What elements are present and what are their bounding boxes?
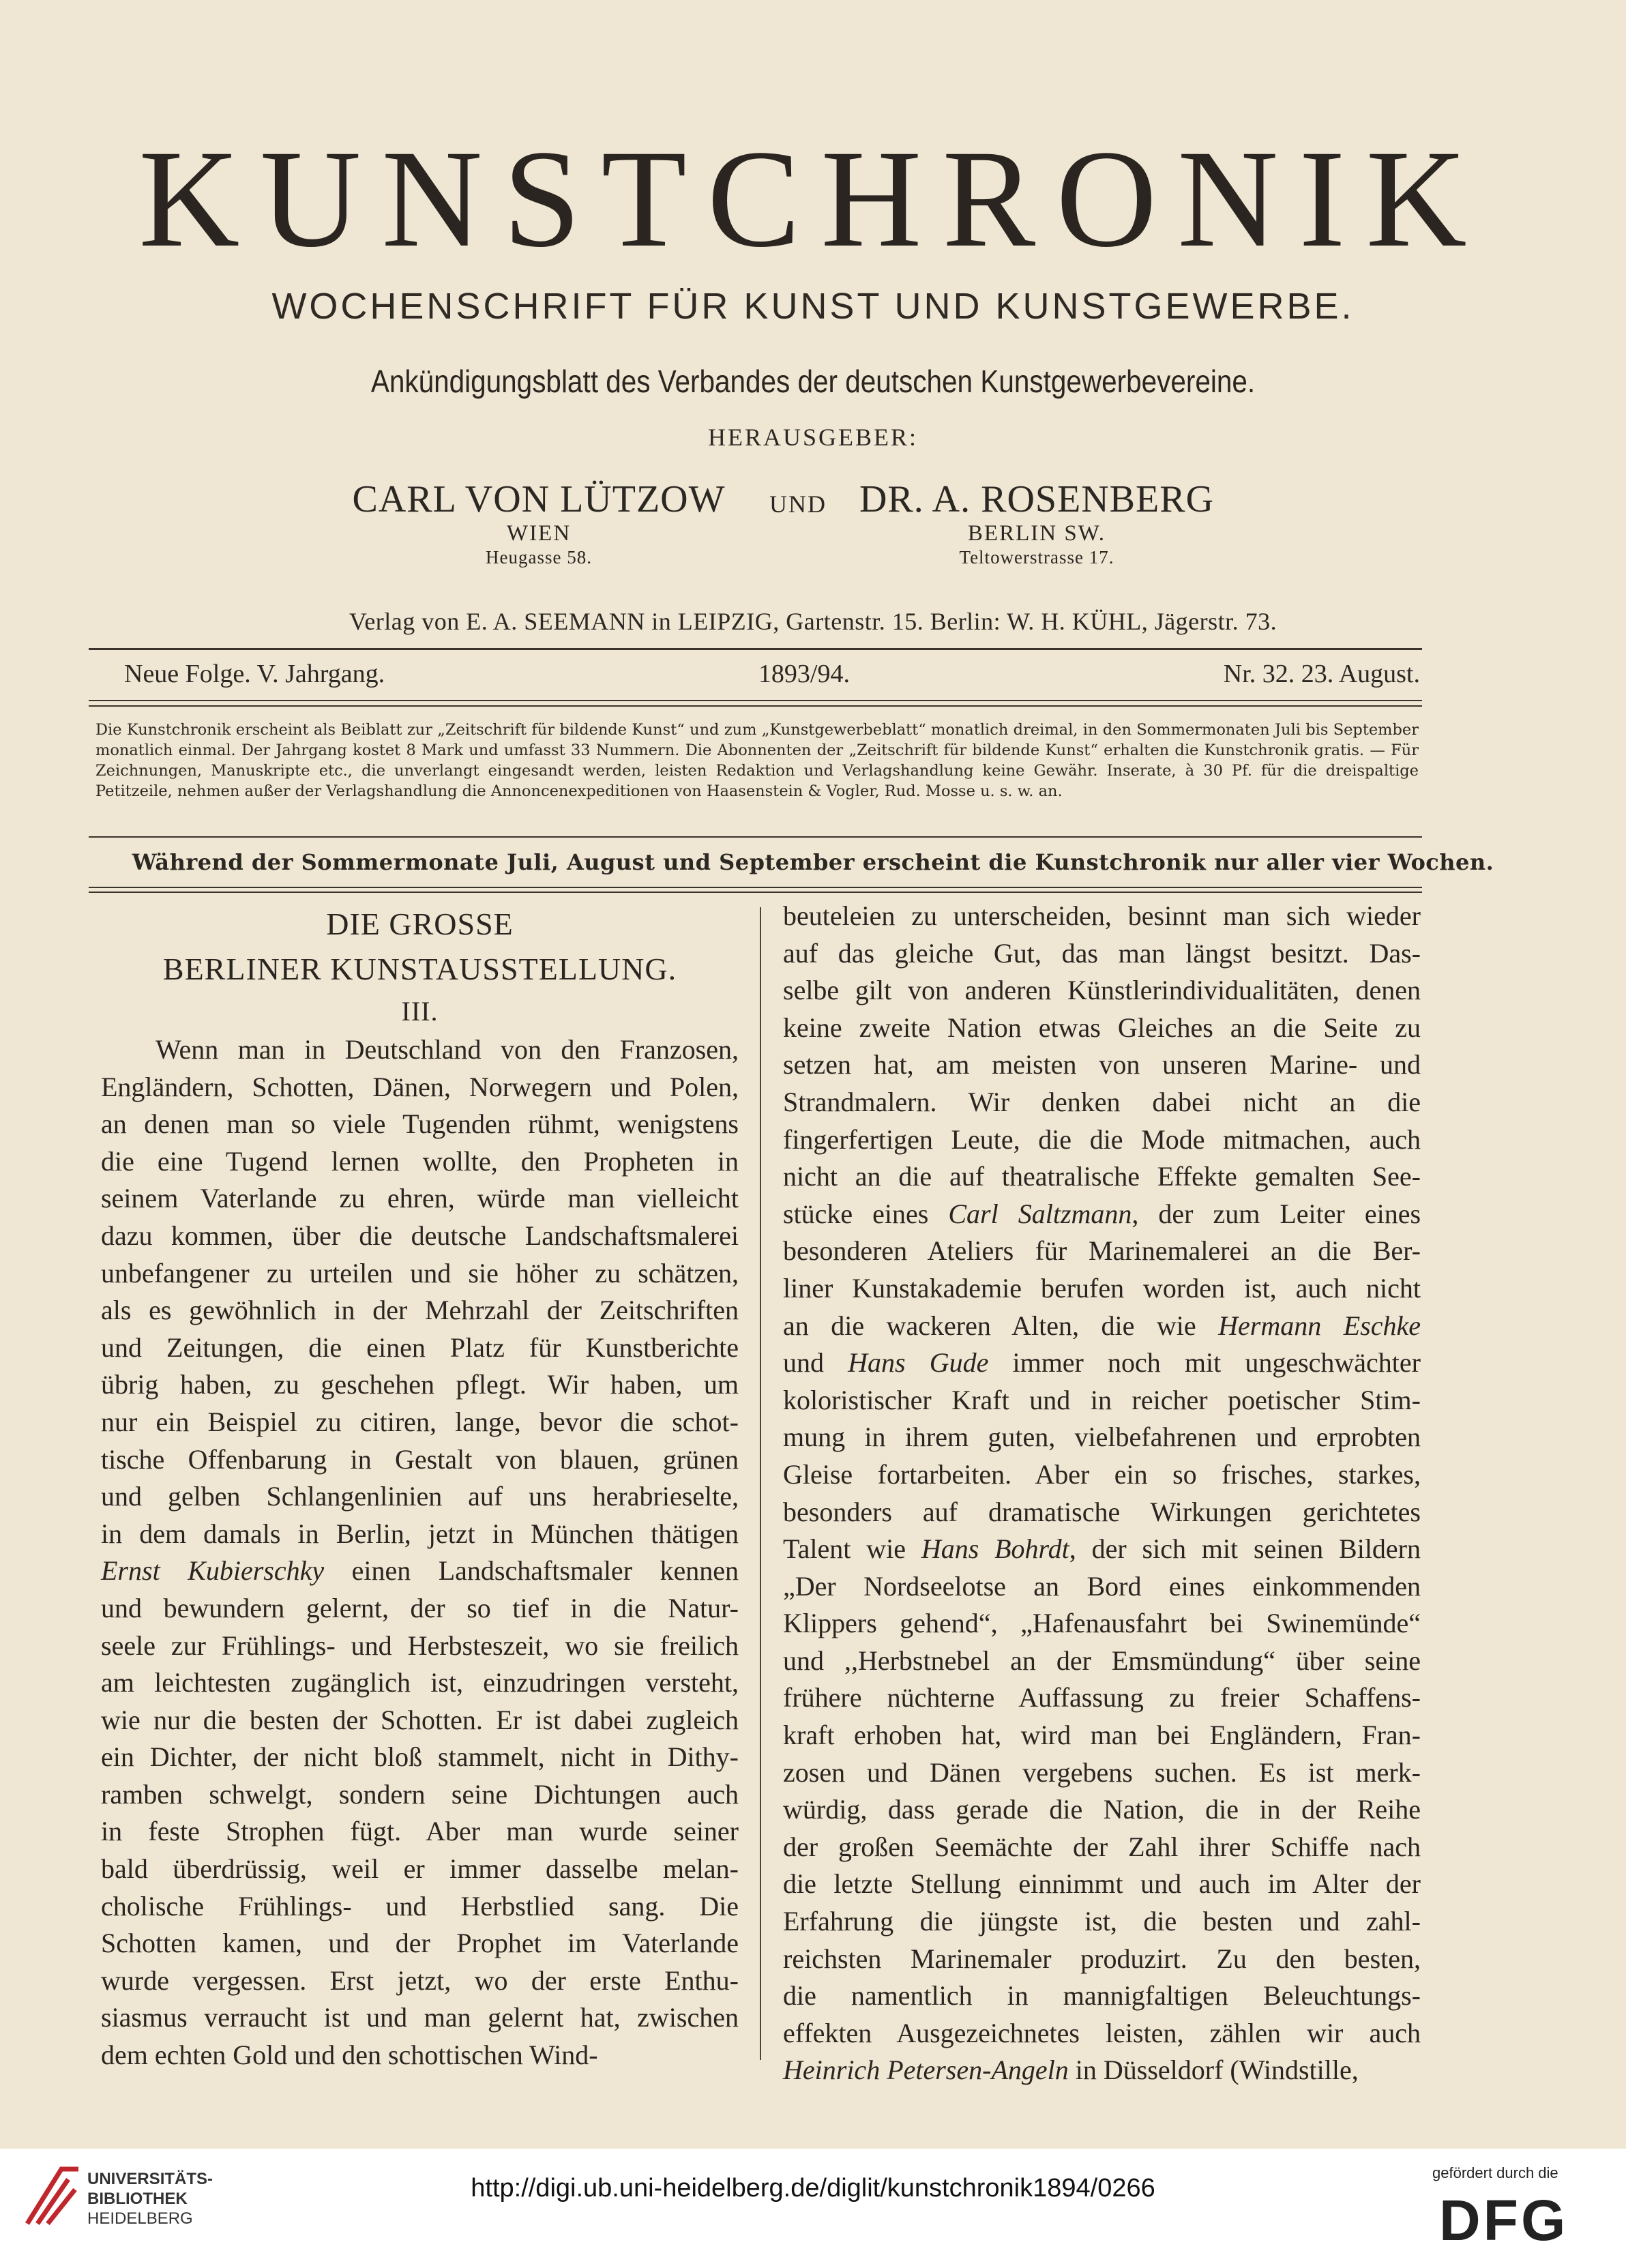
text-line: frühere nüchterne Auffassung zu freier Schaffens- [783,1682,1421,1713]
text-line: Gleise fortarbeiten. Aber ein so frisches, starkes, [783,1458,1421,1490]
text-line: Schotten kamen, und der Prophet im Vaterlande [101,1928,739,1959]
dfg-logo-icon [1439,2191,1610,2245]
text-line: seele zur Frühlings- und Herbsteszeit, wo sie freilich [101,1630,739,1661]
editor-left-name: CARL VON LÜTZOW [352,478,726,520]
text-line: am leichtesten zugänglich ist, einzudringen versteht, [101,1667,739,1698]
text-line: cholische Frühlings- und Herbstlied sang. Die [101,1890,739,1921]
digital-copy-url[interactable]: http://digi.ub.uni-heidelberg.de/diglit/kunstchronik1894/0266 [471,2174,1155,2203]
article-column-right [783,898,1421,2089]
text-line: beuteleien zu unterscheiden, besinnt man sich wieder [783,900,1421,931]
text-line: in dem damals in Berlin, jetzt in München thätigen [101,1518,739,1549]
text-line: dem echten Gold und den schottischen Wind- [101,2039,598,2071]
article-heading-3: III. [401,996,439,1027]
text-line: selbe gilt von anderen Künstlerindividualitäten, denen [783,975,1421,1006]
artist-name: Hermann Eschke [1218,1310,1421,1341]
text-line: Klippers gehend“, „Hafenausfahrt bei Swinemünde“ [783,1608,1421,1639]
text-line: in feste Strophen fügt. Aber man wurde seiner [101,1816,739,1847]
editor-left [300,477,778,568]
funded-by-label: gefördert durch die [1432,2164,1558,2181]
masthead-title: KUNSTCHRONIK [138,121,1488,276]
announcement-line: Ankündigungsblatt des Verbandes der deutschen Kunstgewerbevereine. [370,364,1256,399]
library-name-line-2: BIBLIOTHEK [87,2190,188,2208]
editors-label: HERAUSGEBER: [707,424,919,451]
text-line: Strandmalern. Wir denken dabei nicht an die [783,1086,1421,1117]
text-line: effekten Ausgezeichnetes leisten, zählen wir auch [783,2017,1421,2048]
text-line: „Der Nordseelotse an Bord eines einkommenden [783,1570,1421,1602]
text-line: der großen Seemächte der Zahl ihrer Schiffe nach [783,1831,1421,1862]
text-line: die eine Tugend lernen wollte, den Propheten in [101,1145,739,1177]
text-line: und gelben Schlangenlinien auf uns herabrieselte, [101,1481,739,1512]
rule-summer-a [89,887,1422,888]
text-line: die namentlich in mannigfaltigen Beleuchtungs- [783,1980,1421,2012]
text-line: wurde vergessen. Erst jetzt, wo der erste Enthu- [101,1964,739,1996]
text-line: fingerfertigen Leute, die die Mode mitmachen, auch [783,1123,1421,1155]
article-text-right [783,898,1421,2089]
editor-right-name: DR. A. ROSENBERG [859,478,1215,520]
library-name-line-1: UNIVERSITÄTS- [87,2170,213,2188]
text-line: kraft erhoben hat, wird man bei Engländern, Fran- [783,1720,1421,1751]
text-line: die letzte Stellung einnimmt und auch im Alter der [783,1868,1421,1900]
text-line: koloristischer Kraft und in reicher poetischer Stim- [783,1384,1421,1415]
text-line: nicht an die auf theatralische Effekte gemalten See- [783,1161,1421,1192]
text-line: an die wackeren Alten, die wie Hermann Eschke [783,1310,1421,1341]
text-line: reichsten Marinemaler produzirt. Zu den besten, [783,1943,1421,1974]
rule-summer-b [89,892,1422,893]
article-text-left [101,1031,739,2074]
text-line: ein Dichter, der nicht bloß stammelt, nicht in Dithy- [101,1741,739,1773]
text-line: unbefangener zu urteilen und sie höher zu schätzen, [101,1257,739,1288]
text-line: Ernst Kubierschky einen Landschaftsmaler kennen [101,1555,739,1587]
article-heading-2: BERLINER KUNSTAUSSTELLUNG. [162,952,677,986]
text-line: an denen man so viele Tugenden rühmt, wenigstens [101,1108,739,1140]
text-line: wie nur die besten der Schotten. Er ist dabei zugleich [101,1704,739,1735]
text-line: seinem Vaterlande zu ehren, würde man vielleicht [101,1183,739,1214]
issue-series: Neue Folge. V. Jahrgang. [124,660,385,688]
text-line: siasmus verraucht ist und man gelernt hat, zwischen [101,2002,739,2033]
artist-name: Hans Gude [848,1347,989,1379]
rule-top [89,648,1422,650]
summer-notice: Während der Sommermonate Juli, August und September erscheint die Kunstchronik nur aller vier Wochen. [132,849,1494,875]
dfg-logo-text: DFG [1439,2191,1569,2245]
masthead-subtitle: WOCHENSCHRIFT FÜR KUNST UND KUNSTGEWERBE. [271,286,1355,327]
text-line: setzen hat, am meisten von unseren Marine- und [783,1049,1421,1080]
text-line: bald überdrüssig, weil er immer dasselbe melan- [101,1853,739,1885]
text-line: und Hans Gude immer noch mit ungeschwächter [783,1347,1421,1379]
issue-years: 1893/94. [758,660,850,688]
text-line: Talent wie Hans Bohrdt, der sich mit seinen Bildern [783,1533,1421,1565]
editor-right-address: Teltowerstrasse 17. [959,547,1114,568]
rule-notice [89,836,1422,838]
issue-line [124,659,1420,689]
article-column-left [101,902,739,2074]
text-line: auf das gleiche Gut, das man längst besitzt. Das- [783,937,1421,969]
text-line: Engländern, Schotten, Dänen, Norwegern und Polen, [101,1071,739,1102]
text-line: besonderen Ateliers für Marinemalerei an die Ber- [783,1235,1421,1267]
artist-name: Ernst Kubierschky [101,1555,325,1587]
text-line: Heinrich Petersen-Angeln in Düsseldorf (Windstille, [783,2055,1359,2086]
text-line: besonders auf dramatische Wirkungen gerichtetes [783,1496,1421,1527]
text-line: und Zeitungen, die einen Platz für Kunstberichte [101,1331,739,1363]
text-line: und ,,Herbstnebel an der Emsmündung“ über seine [783,1645,1421,1676]
library-name-line-3: HEIDELBERG [87,2209,193,2228]
editor-right-city: BERLIN SW. [967,521,1106,546]
rule-issue-b [89,705,1422,707]
artist-name: Hans Bohrdt [921,1533,1069,1565]
artist-name: Carl Saltzmann [948,1198,1132,1229]
text-line: tische Offenbarung in Gestalt von blauen, grünen [101,1443,739,1475]
footer-bar [0,2149,1626,2268]
article-heading-1: DIE GROSSE [326,907,514,941]
text-line: stücke eines Carl Saltzmann, der zum Leiter eines [783,1198,1421,1229]
text-line: liner Kunstakademie berufen worden ist, auch nicht [783,1272,1421,1304]
text-line: nur ein Beispiel zu citiren, lange, bevor die schot- [101,1406,739,1437]
text-line: übrig haben, zu geschehen pflegt. Wir haben, um [101,1369,739,1400]
editor-left-city: WIEN [506,521,572,546]
text-line: und bewundern gelernt, der so tief in die Natur- [101,1592,739,1623]
rule-issue-a [89,700,1422,701]
text-line: dazu kommen, über die deutsche Landschaftsmalerei [101,1220,739,1251]
artist-name: Heinrich Petersen-Angeln [783,2055,1069,2086]
text-line: keine zweite Nation etwas Gleiches an die Seite zu [783,1012,1421,1043]
text-line: mung in ihrem guten, vielbefahrenen und erprobten [783,1422,1421,1453]
editor-left-address: Heugasse 58. [486,547,592,568]
column-divider [760,907,761,2060]
text-line: ramben schwelgt, sondern seine Dichtungen auch [101,1778,739,1810]
editor-joiner: UND [769,490,827,518]
editor-right [798,477,1275,568]
text-line: Erfahrung die jüngste ist, die besten und zahl- [783,1906,1421,1937]
subscription-notice: Die Kunstchronik erscheint als Beiblatt zur „Zeitschrift für bildende Kunst“ und zum „Kunstgewerbeblatt“ monatlich dreimal, in den Sommermonaten Juli bis September monatlich einmal. Der Jahrgang kostet 8 Mark und umfasst 33 Nummern. Die Abonnenten der „Zeitschrift für bildende Kunst“ erhalten die Kunstchronik gratis. — Für Zeichnungen, Manuskripte etc., die unverlangt eingesandt werden, leisten Redaktion und Verlagshandlung keine Gewähr. Inserate, à 30 Pf. für die dreispaltige Petitzeile, nehmen außer der Verlagshandlung die Annoncenexpeditionen von Haasenstein & Vogler, Rud. Mosse u. s. w. an. [95,721,1419,800]
text-line: als es gewöhnlich in der Mehrzahl der Zeitschriften [101,1295,739,1326]
text-line: zosen und Dänen vergebens suchen. Es ist merk- [783,1756,1421,1788]
text-line: Wenn man in Deutschland von den Franzosen, [156,1034,739,1065]
text-line: würdig, dass gerade die Nation, die in der Reihe [783,1794,1421,1825]
issue-number: Nr. 32. 23. August. [1223,660,1420,688]
publisher-line: Verlag von E. A. SEEMANN in LEIPZIG, Gartenstr. 15. Berlin: W. H. KÜHL, Jägerstr. 73. [349,608,1277,635]
